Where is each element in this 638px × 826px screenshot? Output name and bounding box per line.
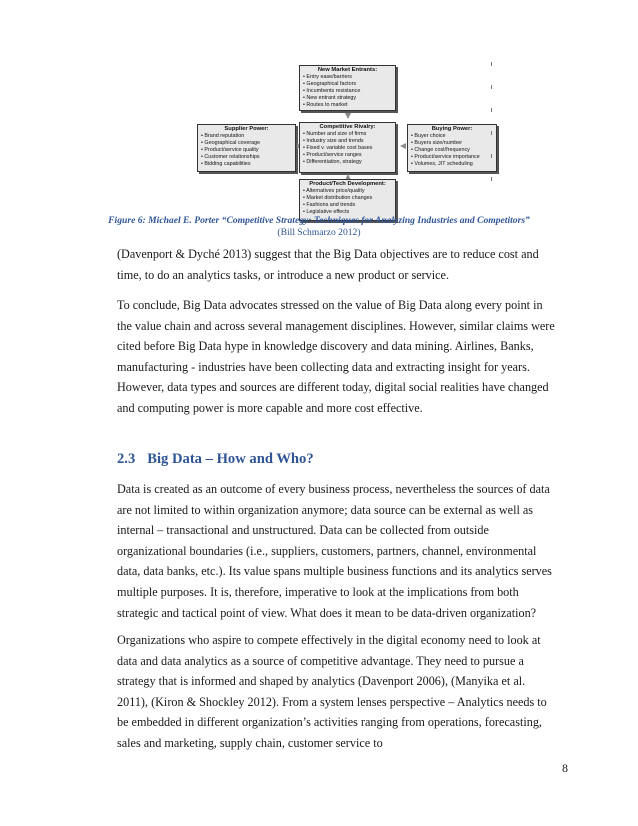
list-item: • Number and size of firms bbox=[303, 131, 392, 138]
list-item: • Volumes, JIT scheduling bbox=[411, 161, 493, 168]
list-item: • New entrant strategy bbox=[303, 95, 392, 102]
list-item: • Incumbents resistance bbox=[303, 88, 392, 95]
box-title: Product/Tech Development: bbox=[309, 181, 386, 187]
list-item: • Fixed v. variable cost bases bbox=[303, 145, 392, 152]
list-item: • Geographical coverage bbox=[201, 140, 292, 147]
buying-power-box bbox=[407, 124, 497, 172]
porter-five-forces-diagram bbox=[0, 0, 638, 250]
section-title: Big Data – How and Who? bbox=[147, 451, 314, 467]
list-item: • Geographical factors bbox=[303, 81, 392, 88]
page-number: 8 bbox=[562, 761, 568, 775]
list-item: • Fashions and trends bbox=[303, 202, 392, 209]
arrow-left-icon bbox=[400, 143, 406, 149]
arrow-down-icon bbox=[345, 113, 351, 119]
list-item: • Differentiation, strategy bbox=[303, 159, 392, 166]
new-market-entrants-box bbox=[299, 65, 396, 111]
list-item: • Routes to market bbox=[303, 102, 392, 109]
list-item: • Bidding capabilities bbox=[201, 161, 292, 168]
box-title: Competitive Rivalry: bbox=[319, 124, 376, 130]
list-item: • Buyers size/number bbox=[411, 140, 493, 147]
competitive-rivalry-box bbox=[299, 122, 396, 173]
list-item: • Customer relationships bbox=[201, 154, 292, 161]
figure-caption-source: (Bill Schmarzo 2012) bbox=[277, 227, 361, 238]
box-title: Supplier Power: bbox=[224, 126, 269, 132]
list-item: • Entry ease/barriers bbox=[303, 74, 392, 81]
box-title: Buying Power: bbox=[431, 126, 473, 132]
paragraph: Data is created as an outcome of every business process, nevertheless the sources of data are not limited to within organization anymore; data source can be external as well as internal – transactional and unstructured. Data can be collected from outside organizational boundaries (i.e., suppliers, customers, partners, channel, environmental data, data banks, etc.). Its value spans multiple business functions and its analytics serves multiple purposes. It is, therefore, imperative to look at the implications from both strategic and tactical point of view. What does it mean to be data-driven organization? bbox=[117, 482, 552, 620]
paragraph: To conclude, Big Data advocates stressed on the value of Big Data along every point in the value chain and across several management disciplines. However, similar claims were cited before Big Data hype in knowledge discovery and data mining. Airlines, Banks, manufacturing - industries have been collecting data and extracting insight for years. However, data types and sources are different today, digital social realities have changed and computing power is more capable and more cost effective. bbox=[117, 298, 555, 415]
list-item: • Product/service ranges bbox=[303, 152, 392, 159]
list-item: • Alternatives price/quality bbox=[303, 188, 392, 195]
paragraph: (Davenport & Dyché 2013) suggest that the Big Data objectives are to reduce cost and time, to do an analytics tasks, or introduce a new product or service. bbox=[117, 247, 539, 282]
paragraph: Organizations who aspire to compete effectively in the digital economy need to look at data and data analytics as a source of competitive advantage. They need to pursue a strategy that is informed and shaped by analytics (Davenport 2006), (Manyika et al. 2011), (Kiron & Shockley 2012). From a system lenses perspective – Analytics needs to be embedded in different organization’s activities ranging from operations, forecasting, sales and marketing, supply chain, customer service to bbox=[117, 633, 547, 750]
box-title: New Market Entrants: bbox=[317, 67, 378, 73]
list-item: • Buyer choice bbox=[411, 133, 493, 140]
section-heading bbox=[117, 451, 314, 468]
supplier-power-box bbox=[197, 124, 296, 172]
section-number: 2.3 bbox=[117, 451, 136, 467]
list-item: • Product/service importance bbox=[411, 154, 493, 161]
list-item: • Product/service quality bbox=[201, 147, 292, 154]
list-item: • Change cost/frequency bbox=[411, 147, 493, 154]
scan-edge-marks bbox=[491, 62, 493, 212]
list-item: • Market distribution changes bbox=[303, 195, 392, 202]
figure-caption: Figure 6: Michael E. Porter “Competitive Strategy: Techniques for Analyzing Industries and Competitors” bbox=[108, 215, 530, 226]
list-item: • Brand reputation bbox=[201, 133, 292, 140]
list-item: • Legislative effects bbox=[303, 209, 392, 216]
list-item: • Industry size and trends bbox=[303, 138, 392, 145]
